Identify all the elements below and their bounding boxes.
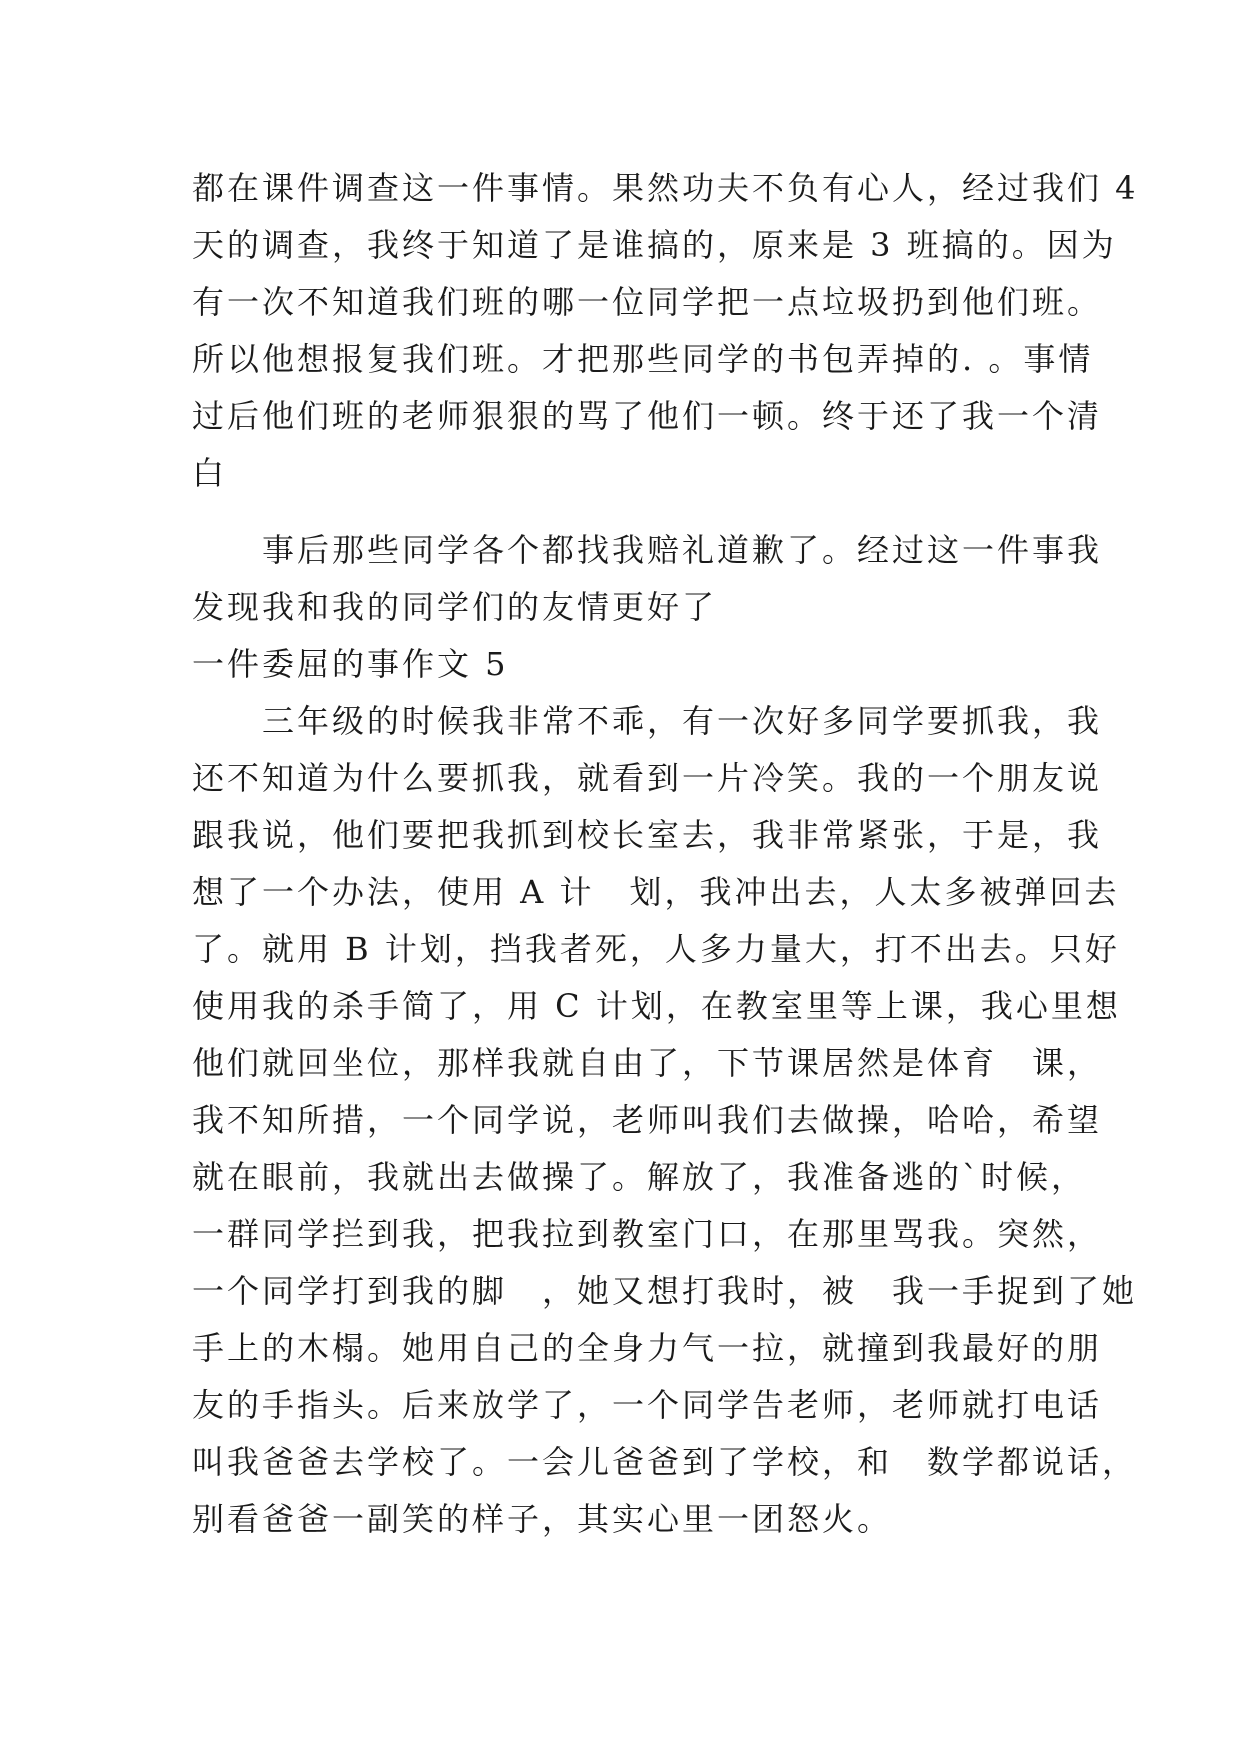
text-line: 了。就用 B 计划，挡我者死，人多力量大，打不出去。只好 xyxy=(192,930,1120,968)
text-line: 过后他们班的老师狠狠的骂了他们一顿。终于还了我一个清 xyxy=(192,397,1103,435)
document-body xyxy=(192,160,1139,1548)
text-line: 天的调查，我终于知道了是谁搞的，原来是 3 班搞的。因为 xyxy=(192,226,1117,264)
text-line: 还不知道为什么要抓我，就看到一片冷笑。我的一个朋友说 xyxy=(192,759,1103,797)
paragraph-section5-body xyxy=(192,693,1138,1548)
text-line: 别看爸爸一副笑的样子，其实心里一团怒火。 xyxy=(192,1500,893,1538)
text-line: 白 xyxy=(192,454,228,492)
text-line: 跟我说，他们要把我抓到校长室去，我非常紧张，于是，我 xyxy=(192,816,1103,854)
text-line: 一群同学拦到我，把我拉到教室门口，在那里骂我。突然， xyxy=(192,1215,1103,1253)
paragraph-section4-end xyxy=(192,160,1139,502)
text-line: 使用我的杀手简了，用 C 计划，在教室里等上课，我心里想 xyxy=(192,987,1121,1025)
text-line: 所以他想报复我们班。才把那些同学的书包弄掉的. 。事情 xyxy=(192,340,1094,378)
section-heading: 一件委屈的事作文 5 xyxy=(192,645,509,683)
text-line: 有一次不知道我们班的哪一位同学把一点垃圾扔到他们班。 xyxy=(192,283,1103,321)
text-line: 事后那些同学各个都找我赔礼道歉了。经过这一件事我 xyxy=(192,531,1103,569)
text-line: 三年级的时候我非常不乖，有一次好多同学要抓我，我 xyxy=(192,702,1103,740)
text-line: 叫我爸爸去学校了。一会儿爸爸到了学校，和 数学都说话， xyxy=(192,1443,1138,1481)
text-line: 手上的木榻。她用自己的全身力气一拉，就撞到我最好的朋 xyxy=(192,1329,1103,1367)
paragraph-gap xyxy=(192,502,1062,522)
text-line: 发现我和我的同学们的友情更好了 xyxy=(192,588,718,626)
paragraph-section4-apology xyxy=(192,522,1103,636)
text-line: 我不知所措，一个同学说，老师叫我们去做操，哈哈，希望 xyxy=(192,1101,1103,1139)
text-line: 想了一个办法，使用 A 计 划，我冲出去，人太多被弹回去 xyxy=(192,873,1120,911)
text-line: 友的手指头。后来放学了，一个同学告老师，老师就打电话 xyxy=(192,1386,1103,1424)
text-line: 一个同学打到我的脚 ，她又想打我时，被 我一手捉到了她 xyxy=(192,1272,1138,1310)
text-line: 就在眼前，我就出去做操了。解放了，我准备逃的`时候， xyxy=(192,1158,1087,1196)
text-line: 都在课件调查这一件事情。果然功夫不负有心人，经过我们 4 xyxy=(192,169,1139,207)
text-line: 他们就回坐位，那样我就自由了，下节课居然是体育 课， xyxy=(192,1044,1103,1082)
